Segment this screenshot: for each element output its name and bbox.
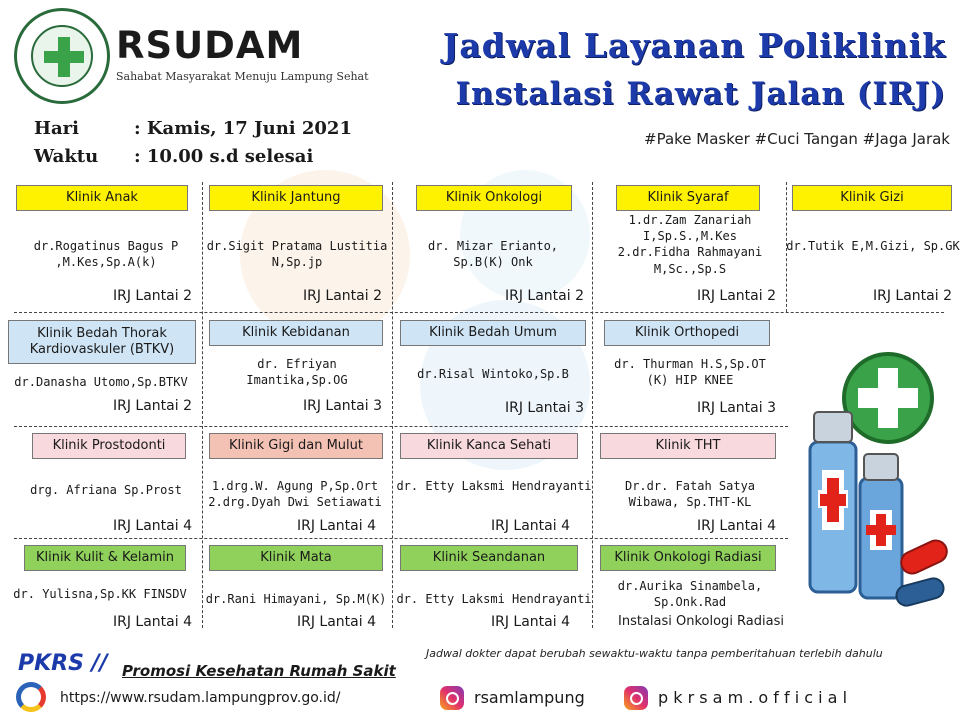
clinic-location: IRJ Lantai 4 (112, 614, 192, 630)
brand-name: RSUDAM (116, 24, 304, 67)
doctor-name: dr.Sigit Pratama Lustitia N,Sp.jp (206, 239, 388, 270)
clinic-name: Klinik Kebidanan (209, 320, 383, 346)
grid-divider (14, 426, 788, 427)
clinic-location: IRJ Lantai 2 (302, 288, 382, 304)
doctor-name: dr.Tutik E,M.Gizi, Sp.GK (786, 239, 960, 253)
clinic-location: IRJ Lantai 4 (490, 614, 570, 630)
doctor-name: 1.dr.Zam Zanariah I,Sp.S.,M.Kes 2.dr.Fidha Rahmayani M,Sc.,Sp.S (617, 213, 763, 276)
doctor-name: dr.Danasha Utomo,Sp.BTKV (14, 375, 188, 389)
time-value: : 10.00 s.d selesai (134, 146, 314, 167)
grid-divider (392, 182, 393, 628)
clinic-name: Klinik Mata (209, 545, 383, 571)
clinic-name: Klinik Bedah Thorak Kardiovaskuler (BTKV) (8, 320, 196, 364)
clinic-name: Klinik Kanca Sehati (400, 433, 578, 459)
clinic-name: Klinik Orthopedi (604, 320, 770, 346)
clinic-location: IRJ Lantai 3 (302, 398, 382, 414)
clinic-location: IRJ Lantai 2 (872, 288, 952, 304)
clinic-name: Klinik Bedah Umum (400, 320, 586, 346)
doctor-name: dr. Etty Laksmi Hendrayanti (396, 479, 592, 493)
clinic-location: IRJ Lantai 2 (696, 288, 776, 304)
clinic-location: IRJ Lantai 4 (490, 518, 570, 534)
hospital-logo (14, 8, 110, 104)
doctor-name: dr.Rogatinus Bagus P ,M.Kes,Sp.A(k) (33, 239, 179, 270)
doctor-name: dr. Mizar Erianto, Sp.B(K) Onk (427, 239, 559, 270)
logo-emblem (31, 25, 93, 87)
clinic-name: Klinik Prostodonti (32, 433, 186, 459)
grid-divider (14, 538, 788, 539)
grid-divider (202, 182, 203, 628)
logo-cross-bar (44, 51, 84, 63)
page-title: Jadwal Layanan Poliklinik (442, 26, 946, 65)
clinic-name: Klinik THT (600, 433, 776, 459)
doctor-name: drg. Afriana Sp.Prost (30, 483, 182, 497)
pkrs-subtitle: Promosi Kesehatan Rumah Sakit (122, 662, 396, 680)
clinic-name: Klinik Seandanan (400, 545, 578, 571)
doctor-name: dr. Efriyan Imantika,Sp.OG (246, 357, 348, 388)
clinic-name: Klinik Onkologi (416, 185, 572, 211)
clinic-name: Klinik Onkologi Radiasi (600, 545, 776, 571)
clinic-name: Klinik Anak (16, 185, 188, 211)
clinic-location: IRJ Lantai 3 (696, 400, 776, 416)
clinic-name: Klinik Syaraf (616, 185, 760, 211)
schedule-note: Jadwal dokter dapat berubah sewaktu-waktu tanpa pemberitahuan terlebih dahulu (426, 647, 883, 660)
clinic-name: Klinik Jantung (209, 185, 383, 211)
doctor-name: dr.Rani Himayani, Sp.M(K) (205, 592, 387, 606)
doctor-name: dr.Risal Wintoko,Sp.B (417, 367, 569, 381)
website-icon (16, 682, 46, 712)
doctor-name: dr. Thurman H.S,Sp.OT (K) HIP KNEE (614, 357, 766, 388)
instagram-icon (440, 686, 464, 710)
clinic-location: IRJ Lantai 4 (112, 518, 192, 534)
instagram-handle-1[interactable]: rsamlampung (474, 688, 585, 707)
clinic-location: Instalasi Onkologi Radiasi (618, 614, 784, 629)
hashtags: #Pake Masker #Cuci Tangan #Jaga Jarak (644, 130, 950, 148)
clinic-location: IRJ Lantai 2 (504, 288, 584, 304)
clinic-location: IRJ Lantai 4 (296, 518, 376, 534)
clinic-name: Klinik Gizi (792, 185, 952, 211)
doctor-name: dr. Etty Laksmi Hendrayanti (396, 592, 592, 606)
website-link[interactable]: https://www.rsudam.lampungprov.go.id/ (60, 690, 341, 706)
day-label: Hari (34, 118, 79, 139)
doctor-name: 1.drg.W. Agung P,Sp.Ort 2.drg.Dyah Dwi Setiawati (208, 479, 382, 510)
instagram-icon (624, 686, 648, 710)
doctor-name: Dr.dr. Fatah Satya Wibawa, Sp.THT-KL (624, 479, 756, 510)
doctor-name: dr. Yulisna,Sp.KK FINSDV (13, 587, 187, 601)
day-value: : Kamis, 17 Juni 2021 (134, 118, 352, 139)
brand-tagline: Sahabat Masyarakat Menuju Lampung Sehat (116, 70, 369, 83)
clinic-location: IRJ Lantai 2 (112, 398, 192, 414)
time-label: Waktu (34, 146, 99, 167)
clinic-location: IRJ Lantai 3 (504, 400, 584, 416)
grid-divider (14, 312, 944, 313)
clinic-location: IRJ Lantai 4 (696, 518, 776, 534)
clinic-name: Klinik Kulit & Kelamin (24, 545, 186, 571)
clinic-location: IRJ Lantai 2 (112, 288, 192, 304)
instagram-handle-2[interactable]: p k r s a m . o f f i c i a l (658, 688, 848, 707)
page-subtitle: Instalasi Rawat Jalan (IRJ) (455, 76, 946, 112)
clinic-location: IRJ Lantai 4 (296, 614, 376, 630)
clinic-name: Klinik Gigi dan Mulut (209, 433, 383, 459)
doctor-name: dr.Aurika Sinambela, Sp.Onk.Rad (617, 579, 763, 610)
pkrs-logo-text: PKRS // (18, 651, 108, 676)
medicine-illustration (800, 350, 950, 620)
